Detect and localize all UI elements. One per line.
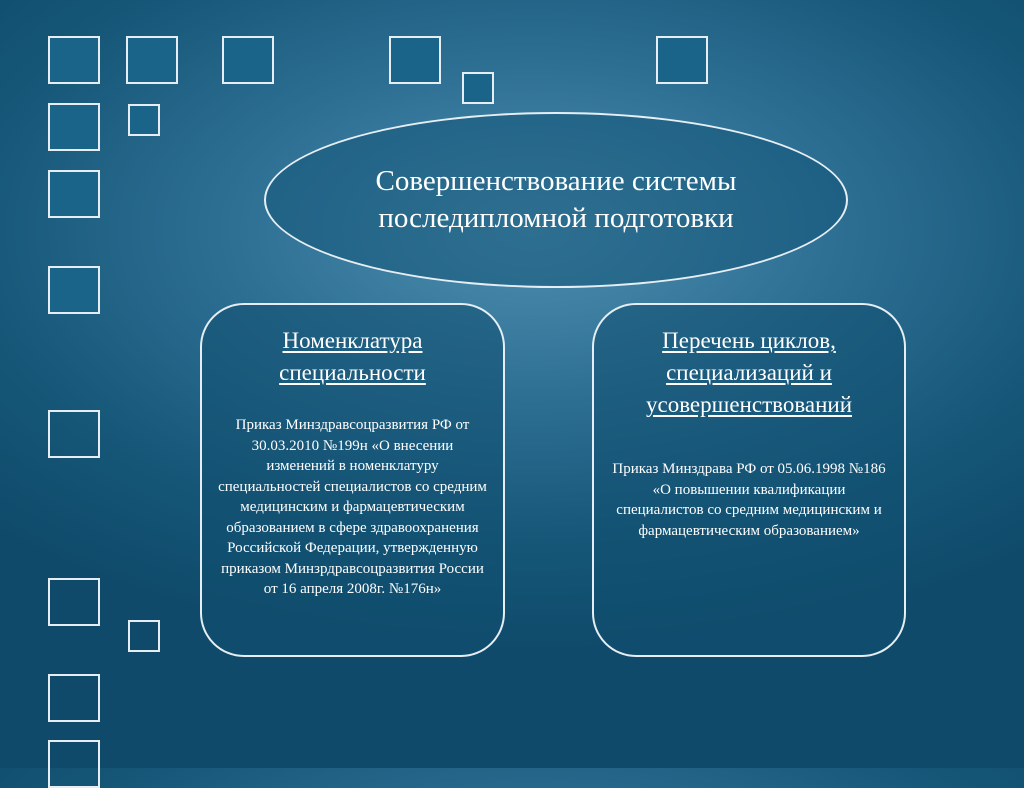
decor-square bbox=[48, 674, 100, 722]
branch-body: Приказ Минздравсоцразвития РФ от 30.03.2010 №199н «О внесении изменений в номенклатуру специальностей специалистов со средним медицинским и фармацевтическим образованием в сфере здравоохранения Российской Федерации, утвержденную приказом Минзрдравсоцразвития России от 16 апреля 2008г. №176н» bbox=[218, 417, 487, 597]
decor-square bbox=[462, 72, 494, 104]
decor-square bbox=[128, 620, 160, 652]
branch-heading[interactable]: Перечень циклов, специализаций и усовершенствований bbox=[645, 328, 853, 417]
decor-square bbox=[48, 36, 100, 84]
decor-square bbox=[128, 104, 160, 136]
decor-square bbox=[126, 36, 178, 84]
branch-cycles-list bbox=[592, 303, 906, 657]
decor-square bbox=[48, 170, 100, 218]
decor-square bbox=[389, 36, 441, 84]
branch-heading[interactable]: Номенклатура специальности bbox=[279, 328, 426, 385]
decor-square bbox=[48, 740, 100, 788]
main-topic-title: Совершенствование системы последипломной подготовки bbox=[375, 165, 737, 234]
decor-square bbox=[48, 266, 100, 314]
main-topic-node bbox=[264, 112, 848, 288]
decor-square bbox=[48, 578, 100, 626]
decor-square bbox=[222, 36, 274, 84]
branch-nomenclature bbox=[200, 303, 505, 657]
decor-square bbox=[48, 410, 100, 458]
branch-body: Приказ Минздрава РФ от 05.06.1998 №186 «О повышении квалификации специалистов со средним медицинским и фармацевтическим образованием» bbox=[612, 461, 886, 539]
decor-square bbox=[656, 36, 708, 84]
decor-square bbox=[48, 103, 100, 151]
